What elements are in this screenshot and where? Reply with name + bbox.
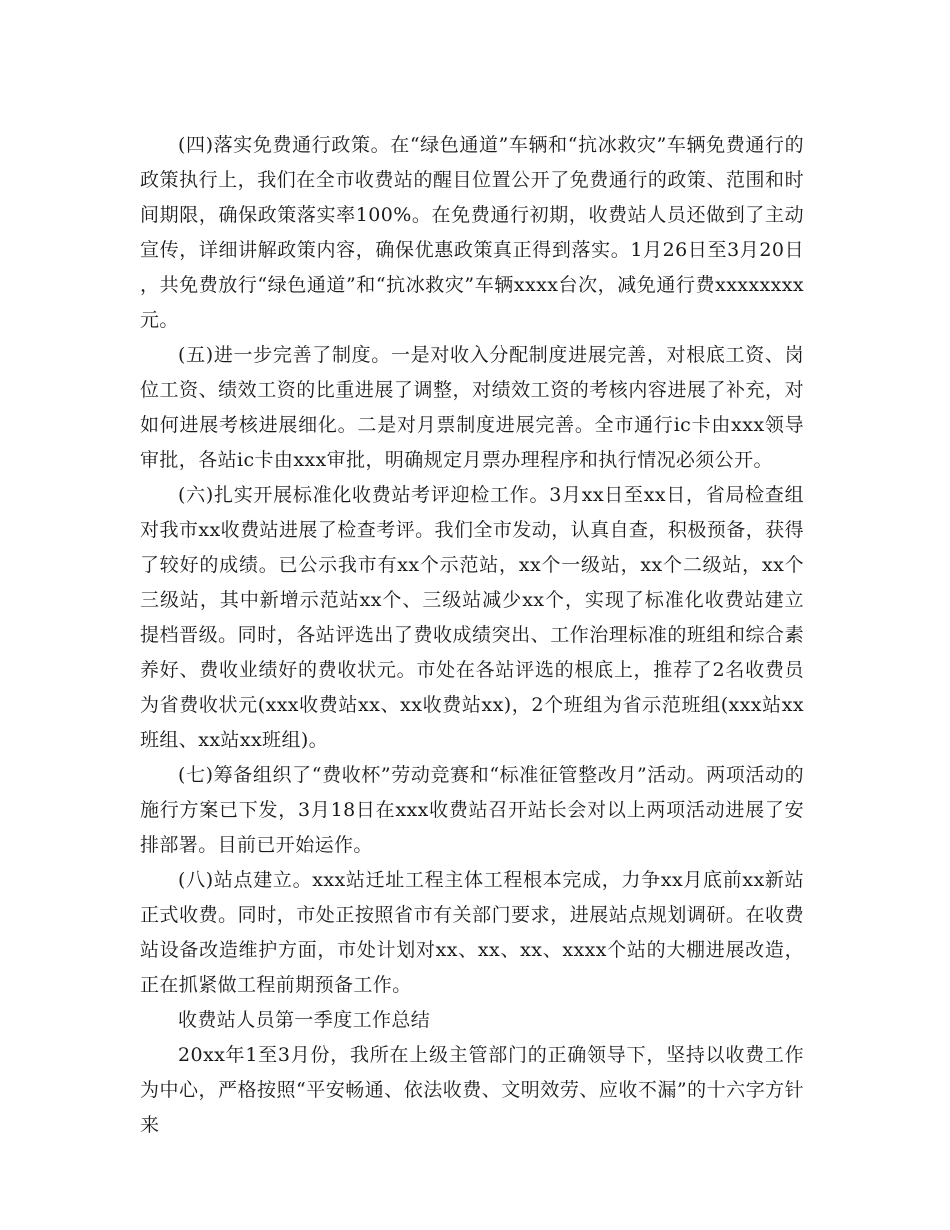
- paragraph-system-improvement: (五)进一步完善了制度。一是对收入分配制度进展完善，对根底工资、岗位工资、绩效工资的比重进展了调整，对绩效工资的考核内容进展了补充，对如何进展考核进展细化。二是对月票制度进展完善。全市通行ic卡由xxx领导审批，各站ic卡由xxx审批，明确规定月票办理程序和执行情况必须公开。: [140, 344, 804, 471]
- paragraph-policy-free-passage: (四)落实免费通行政策。在“绿色通道”车辆和“抗冰救灾”车辆免费通行的政策执行上，我们在全市收费站的醒目位置公开了免费通行的政策、范围和时间期限，确保政策落实率100%。在免费通行初期，收费站人员还做到了主动宣传，详细讲解政策内容，确保优惠政策真正得到落实。1月26日至3月20日，共免费放行“绿色通道”和“抗冰救灾”车辆xxxx台次，减免通行费xxxxxxxx元。: [140, 134, 804, 331]
- paragraph-labor-competition: (七)筹备组织了“费收杯”劳动竞赛和“标准征管整改月”活动。两项活动的施行方案已下发，3月18日在xxx收费站召开站长会对以上两项活动进展了安排部署。目前已开始运作。: [140, 764, 804, 856]
- paragraph-quarter-summary: 20xx年1至3月份，我所在上级主管部门的正确领导下，坚持以收费工作为中心，严格按照“平安畅通、依法收费、文明效劳、应收不漏”的十六字方针来: [140, 1044, 804, 1136]
- paragraph-standardization-inspection: (六)扎实开展标准化收费站考评迎检工作。3月xx日至xx日，省局检查组对我市xx收费站进展了检查考评。我们全市发动，认真自查，积极预备，获得了较好的成绩。已公示我市有xx个示范站，xx个一级站，xx个二级站，xx个三级站，其中新增示范站xx个、三级站减少xx个，实现了标准化收费站建立提档晋级。同时，各站评选出了费收成绩突出、工作治理标准的班组和综合素养好、费收业绩好的费收状元。市处在各站评选的根底上，推荐了2名收费员为省费收状元(xxx收费站xx、xx收费站xx)，2个班组为省示范班组(xxx站xx班组、xx站xx班组)。: [140, 484, 804, 751]
- section-heading: 收费站人员第一季度工作总结: [178, 1009, 431, 1031]
- paragraph-station-construction: (八)站点建立。xxx站迁址工程主体工程根本完成，力争xx月底前xx新站正式收费。同时，市处正按照省市有关部门要求，进展站点规划调研。在收费站设备改造维护方面，市处计划对xx、xx、xx、xxxx个站的大棚进展改造，正在抓紧做工程前期预备工作。: [140, 869, 804, 996]
- document-body: [140, 128, 804, 1143]
